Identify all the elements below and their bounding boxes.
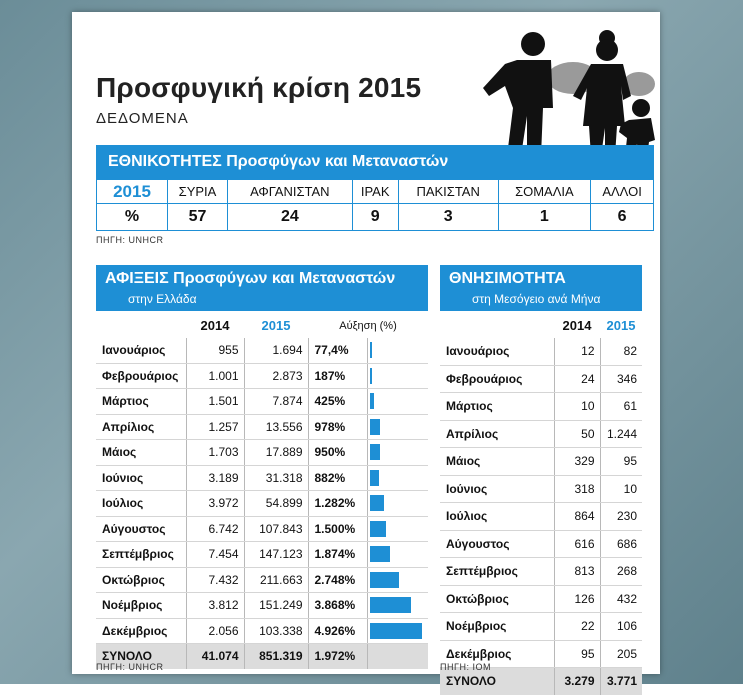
increase-cell: 77,4% [308,338,368,363]
table-row [440,558,642,586]
col-2014-header: 2014 [200,318,230,333]
value-2014-cell: 616 [554,530,600,558]
value-2015-cell: 268 [600,558,642,586]
table-row [96,338,428,363]
value-2015-cell: 82 [600,338,642,365]
table-row [96,593,428,619]
month-cell: Νοέμβριος [440,613,554,641]
value-2015-cell: 205 [600,640,642,668]
month-cell: Νοέμβριος [96,593,186,619]
value-2014-cell: 22 [554,613,600,641]
increase-bar [370,495,384,511]
deaths-header [440,265,642,311]
value-2015-cell: 346 [600,365,642,393]
total-label: ΣΥΝΟΛΟ [440,668,554,695]
month-col-header [440,313,554,338]
value-2015-cell: 2.873 [244,363,308,389]
increase-bar [370,393,374,409]
value-2015-cell: 107.843 [244,516,308,542]
value-2014-cell: 7.454 [186,542,244,568]
table-row [440,475,642,503]
month-cell: Οκτώβριος [440,585,554,613]
table-row [440,613,642,641]
month-cell: Ιούλιος [440,503,554,531]
col-2014-header: 2014 [562,318,592,333]
month-cell: Δεκέμβριος [440,640,554,668]
month-cell: Ιανουάριος [440,338,554,365]
nationalities-header [96,145,654,179]
increase-bar-cell [368,542,429,568]
increase-bar [370,342,372,358]
value-2014-cell: 1.501 [186,389,244,415]
unit-label: % [97,204,168,231]
value-2015-cell: 95 [600,448,642,476]
increase-cell: 187% [308,363,368,389]
table-row [440,448,642,476]
col-2015-header: 2015 [261,318,291,333]
increase-bar [370,521,386,537]
increase-bar [370,444,380,460]
month-cell: Απρίλιος [440,420,554,448]
table-row [96,414,428,440]
share-cell: 1 [498,204,590,231]
increase-cell: 2.748% [308,567,368,593]
increase-bar-cell [368,338,429,363]
col-increase-header: Αύξηση (%) [339,319,397,332]
nationalities-heading: ΕΘΝΙΚΟΤΗΤΕΣ Προσφύγων και Μεταναστών [108,153,449,170]
table-row [96,567,428,593]
month-cell: Ιούνιος [440,475,554,503]
increase-bar [370,546,390,562]
increase-bar [370,368,372,384]
table-row [440,420,642,448]
value-2014-cell: 2.056 [186,618,244,644]
increase-cell: 425% [308,389,368,415]
value-2014-cell: 50 [554,420,600,448]
increase-cell: 1.500% [308,516,368,542]
table-row [96,389,428,415]
share-cell: 6 [591,204,654,231]
total-2014: 41.074 [186,644,244,669]
value-2015-cell: 31.318 [244,465,308,491]
country-cell: ΣΟΜΑΛΙΑ [498,180,590,204]
table-row [440,338,642,365]
increase-bar [370,572,399,588]
value-2014-cell: 3.812 [186,593,244,619]
value-2015-cell: 10 [600,475,642,503]
table-row [96,440,428,466]
table-row [96,516,428,542]
table-row [440,585,642,613]
deaths-subheading: στη Μεσόγειο ανά Μήνα [472,292,601,306]
refugee-family-icon [455,16,660,156]
month-cell: Μάιος [96,440,186,466]
month-cell: Απρίλιος [96,414,186,440]
value-2015-cell: 211.663 [244,567,308,593]
month-col-header [96,313,186,338]
value-2014-cell: 3.189 [186,465,244,491]
month-cell: Μάρτιος [440,393,554,421]
value-2015-cell: 103.338 [244,618,308,644]
value-2014-cell: 7.432 [186,567,244,593]
month-cell: Ιούνιος [96,465,186,491]
table-row [440,393,642,421]
col-2015-header: 2015 [606,318,636,333]
value-2015-cell: 151.249 [244,593,308,619]
share-cell: 3 [398,204,498,231]
table-row [440,530,642,558]
arrivals-source: ΠΗΓΗ: UNHCR [96,662,164,672]
increase-bar-cell [368,389,429,415]
page-title: Προσφυγική κρίση 2015 [96,72,422,103]
table-row [96,491,428,517]
country-cell: ΙΡΑΚ [352,180,398,204]
nationalities-source: ΠΗΓΗ: UNHCR [96,235,164,245]
increase-cell: 1.874% [308,542,368,568]
month-cell: Σεπτέμβριος [440,558,554,586]
table-row [96,363,428,389]
value-2015-cell: 432 [600,585,642,613]
country-cell: ΣΥΡΙΑ [168,180,228,204]
deaths-heading: ΘΝΗΣΙΜΟΤΗΤΑ [449,270,566,287]
month-cell: Αύγουστος [96,516,186,542]
value-2014-cell: 3.972 [186,491,244,517]
month-cell: Μάιος [440,448,554,476]
table-row [96,465,428,491]
arrivals-subheading: στην Ελλάδα [128,292,197,306]
increase-bar [370,470,379,486]
value-2015-cell: 54.899 [244,491,308,517]
value-2015-cell: 7.874 [244,389,308,415]
value-2014-cell: 1.257 [186,414,244,440]
increase-bar-cell [368,363,429,389]
nationalities-table [96,179,654,231]
value-2015-cell: 106 [600,613,642,641]
month-cell: Ιούλιος [96,491,186,517]
arrivals-header-row [96,313,428,338]
value-2014-cell: 955 [186,338,244,363]
table-row [96,618,428,644]
share-cell: 9 [352,204,398,231]
increase-bar [370,419,380,435]
month-cell: Δεκέμβριος [96,618,186,644]
deaths-table [440,313,642,695]
total-2015: 851.319 [244,644,308,669]
share-cell: 57 [168,204,228,231]
table-row [96,542,428,568]
increase-bar-cell [368,440,429,466]
nationalities-values-row [97,204,654,231]
value-2014-cell: 864 [554,503,600,531]
increase-cell: 3.868% [308,593,368,619]
month-cell: Ιανουάριος [96,338,186,363]
country-cell: ΑΛΛΟΙ [591,180,654,204]
arrivals-heading: ΑΦΙΞΕΙΣ Προσφύγων και Μεταναστών [105,270,396,287]
increase-bar [370,623,422,639]
value-2015-cell: 17.889 [244,440,308,466]
increase-cell: 978% [308,414,368,440]
value-2014-cell: 126 [554,585,600,613]
month-cell: Οκτώβριος [96,567,186,593]
value-2015-cell: 61 [600,393,642,421]
value-2014-cell: 1.001 [186,363,244,389]
deaths-header-row [440,313,642,338]
country-cell: ΑΦΓΑΝΙΣΤΑΝ [227,180,352,204]
value-2015-cell: 1.244 [600,420,642,448]
value-2015-cell: 13.556 [244,414,308,440]
country-cell: ΠΑΚΙΣΤΑΝ [398,180,498,204]
page-subtitle: ΔΕΔΟΜΕΝΑ [96,110,189,127]
increase-bar [370,597,411,613]
month-cell: Φεβρουάριος [440,365,554,393]
year-label: 2015 [97,180,168,204]
month-cell: Αύγουστος [440,530,554,558]
increase-cell: 1.282% [308,491,368,517]
month-cell: Σεπτέμβριος [96,542,186,568]
total-bar-cell [368,644,429,669]
value-2014-cell: 24 [554,365,600,393]
infographic-card [72,12,660,689]
value-2014-cell: 10 [554,393,600,421]
increase-bar-cell [368,465,429,491]
table-row [440,503,642,531]
month-cell: Μάρτιος [96,389,186,415]
increase-bar-cell [368,593,429,619]
value-2015-cell: 1.694 [244,338,308,363]
value-2014-cell: 12 [554,338,600,365]
value-2014-cell: 6.742 [186,516,244,542]
increase-bar-cell [368,414,429,440]
total-2015: 3.771 [600,668,642,695]
value-2014-cell: 1.703 [186,440,244,466]
value-2015-cell: 147.123 [244,542,308,568]
value-2014-cell: 329 [554,448,600,476]
value-2014-cell: 318 [554,475,600,503]
arrivals-header [96,265,428,311]
value-2014-cell: 813 [554,558,600,586]
increase-bar-cell [368,567,429,593]
total-increase: 1.972% [308,644,368,669]
increase-bar-cell [368,618,429,644]
increase-bar-cell [368,491,429,517]
total-label: ΣΥΝΟΛΟ [96,644,186,669]
deaths-source: ΠΗΓΗ: IOM [440,662,491,672]
value-2015-cell: 230 [600,503,642,531]
increase-cell: 882% [308,465,368,491]
total-2014: 3.279 [554,668,600,695]
increase-cell: 950% [308,440,368,466]
value-2014-cell: 95 [554,640,600,668]
share-cell: 24 [227,204,352,231]
nationalities-countries-row [97,180,654,204]
increase-bar-cell [368,516,429,542]
value-2015-cell: 686 [600,530,642,558]
arrivals-table [96,313,428,669]
table-row [440,365,642,393]
month-cell: Φεβρουάριος [96,363,186,389]
increase-cell: 4.926% [308,618,368,644]
